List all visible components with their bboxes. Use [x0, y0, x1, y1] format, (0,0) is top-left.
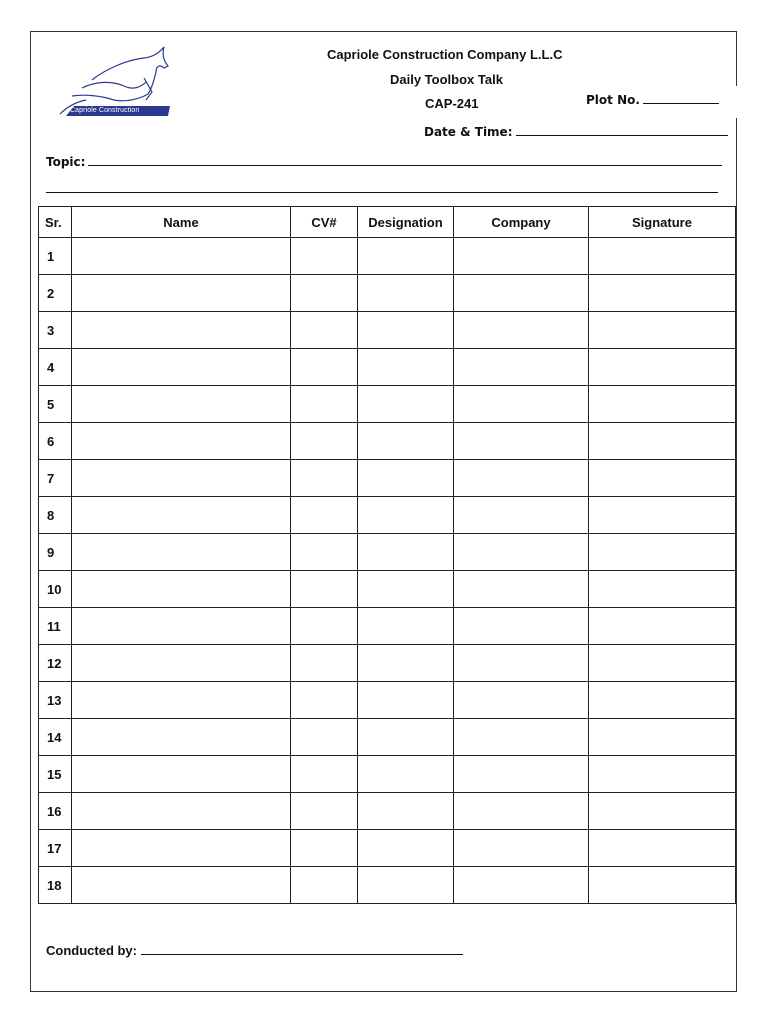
name-cell[interactable]	[72, 386, 291, 423]
cv-cell[interactable]	[291, 497, 358, 534]
table-row	[39, 497, 736, 534]
company-cell[interactable]	[454, 830, 589, 867]
row-number: 9	[39, 534, 72, 571]
row-number: 2	[39, 275, 72, 312]
table-row	[39, 867, 736, 904]
name-cell[interactable]	[72, 275, 291, 312]
signature-cell[interactable]	[589, 867, 736, 904]
cv-cell[interactable]	[291, 682, 358, 719]
name-cell[interactable]	[72, 349, 291, 386]
designation-cell[interactable]	[358, 386, 454, 423]
row-number: 13	[39, 682, 72, 719]
col-header-name: Name	[72, 207, 291, 238]
cv-cell[interactable]	[291, 312, 358, 349]
form-title: Daily Toolbox Talk	[390, 72, 503, 87]
name-cell[interactable]	[72, 793, 291, 830]
signature-cell[interactable]	[589, 645, 736, 682]
form-code: CAP-241	[425, 96, 479, 111]
col-header-company: Company	[454, 207, 589, 238]
cv-cell[interactable]	[291, 460, 358, 497]
table-row	[39, 423, 736, 460]
row-number: 11	[39, 608, 72, 645]
company-cell[interactable]	[454, 645, 589, 682]
signature-cell[interactable]	[589, 460, 736, 497]
table-row	[39, 830, 736, 867]
designation-cell[interactable]	[358, 460, 454, 497]
signature-cell[interactable]	[589, 349, 736, 386]
name-cell[interactable]	[72, 571, 291, 608]
company-cell[interactable]	[454, 312, 589, 349]
row-number: 8	[39, 497, 72, 534]
company-cell[interactable]	[454, 719, 589, 756]
row-number: 14	[39, 719, 72, 756]
col-header-sr: Sr.	[39, 207, 72, 238]
cv-cell[interactable]	[291, 645, 358, 682]
designation-cell[interactable]	[358, 571, 454, 608]
signature-cell[interactable]	[589, 275, 736, 312]
plot-no-label: Plot No.	[586, 93, 640, 107]
table-row	[39, 238, 736, 275]
row-number: 5	[39, 386, 72, 423]
date-time-label: Date & Time:	[424, 125, 513, 139]
row-number: 15	[39, 756, 72, 793]
cv-cell[interactable]	[291, 349, 358, 386]
designation-cell[interactable]	[358, 645, 454, 682]
signature-cell[interactable]	[589, 238, 736, 275]
signature-cell[interactable]	[589, 682, 736, 719]
signature-cell[interactable]	[589, 719, 736, 756]
cv-cell[interactable]	[291, 386, 358, 423]
conducted-by-label: Conducted by:	[46, 943, 137, 958]
name-cell[interactable]	[72, 534, 291, 571]
company-cell[interactable]	[454, 534, 589, 571]
name-cell[interactable]	[72, 497, 291, 534]
attendance-table	[38, 206, 736, 904]
company-cell[interactable]	[454, 608, 589, 645]
date-time-field[interactable]	[424, 125, 728, 139]
topic-line[interactable]	[88, 155, 722, 166]
name-cell[interactable]	[72, 682, 291, 719]
signature-cell[interactable]	[589, 756, 736, 793]
topic-line-2[interactable]	[46, 192, 718, 193]
designation-cell[interactable]	[358, 608, 454, 645]
signature-cell[interactable]	[589, 312, 736, 349]
name-cell[interactable]	[72, 238, 291, 275]
table-row	[39, 349, 736, 386]
name-cell[interactable]	[72, 460, 291, 497]
row-number: 12	[39, 645, 72, 682]
cv-cell[interactable]	[291, 423, 358, 460]
table-row	[39, 608, 736, 645]
table-row	[39, 534, 736, 571]
table-row	[39, 571, 736, 608]
signature-cell[interactable]	[589, 571, 736, 608]
signature-cell[interactable]	[589, 608, 736, 645]
name-cell[interactable]	[72, 645, 291, 682]
signature-cell[interactable]	[589, 534, 736, 571]
name-cell[interactable]	[72, 830, 291, 867]
designation-cell[interactable]	[358, 793, 454, 830]
table-header-row	[39, 207, 736, 238]
row-number: 1	[39, 238, 72, 275]
row-number: 10	[39, 571, 72, 608]
topic-field[interactable]	[46, 155, 722, 169]
company-cell[interactable]	[454, 571, 589, 608]
row-number: 4	[39, 349, 72, 386]
designation-cell[interactable]	[358, 312, 454, 349]
table-row	[39, 682, 736, 719]
designation-cell[interactable]	[358, 867, 454, 904]
signature-cell[interactable]	[589, 497, 736, 534]
table-row	[39, 275, 736, 312]
logo-text: Capriole Construction	[70, 107, 140, 114]
col-header-signature: Signature	[589, 207, 736, 238]
company-cell[interactable]	[454, 423, 589, 460]
name-cell[interactable]	[72, 423, 291, 460]
company-cell[interactable]	[454, 460, 589, 497]
signature-cell[interactable]	[589, 830, 736, 867]
company-cell[interactable]	[454, 349, 589, 386]
signature-cell[interactable]	[589, 423, 736, 460]
cv-cell[interactable]	[291, 275, 358, 312]
designation-cell[interactable]	[358, 719, 454, 756]
cv-cell[interactable]	[291, 719, 358, 756]
table-row	[39, 645, 736, 682]
name-cell[interactable]	[72, 608, 291, 645]
row-number: 17	[39, 830, 72, 867]
cv-cell[interactable]	[291, 830, 358, 867]
company-name: Capriole Construction Company L.L.C	[327, 47, 563, 62]
cv-cell[interactable]	[291, 608, 358, 645]
company-cell[interactable]	[454, 238, 589, 275]
col-header-designation: Designation	[358, 207, 454, 238]
name-cell[interactable]	[72, 756, 291, 793]
row-number: 18	[39, 867, 72, 904]
designation-cell[interactable]	[358, 830, 454, 867]
table-row	[39, 793, 736, 830]
table-row	[39, 460, 736, 497]
designation-cell[interactable]	[358, 756, 454, 793]
plot-no-line[interactable]	[643, 93, 719, 104]
cv-cell[interactable]	[291, 534, 358, 571]
edge-mask	[736, 86, 742, 118]
name-cell[interactable]	[72, 719, 291, 756]
topic-label: Topic:	[46, 155, 86, 169]
designation-cell[interactable]	[358, 349, 454, 386]
company-cell[interactable]	[454, 756, 589, 793]
row-number: 6	[39, 423, 72, 460]
col-header-cv: CV#	[291, 207, 358, 238]
company-cell[interactable]	[454, 793, 589, 830]
conducted-by-line[interactable]	[141, 942, 463, 955]
table-row	[39, 312, 736, 349]
cv-cell[interactable]	[291, 756, 358, 793]
company-cell[interactable]	[454, 275, 589, 312]
designation-cell[interactable]	[358, 682, 454, 719]
company-cell[interactable]	[454, 682, 589, 719]
designation-cell[interactable]	[358, 275, 454, 312]
cv-cell[interactable]	[291, 793, 358, 830]
designation-cell[interactable]	[358, 534, 454, 571]
row-number: 3	[39, 312, 72, 349]
company-cell[interactable]	[454, 386, 589, 423]
name-cell[interactable]	[72, 312, 291, 349]
row-number: 16	[39, 793, 72, 830]
name-cell[interactable]	[72, 867, 291, 904]
table-row	[39, 756, 736, 793]
designation-cell[interactable]	[358, 423, 454, 460]
table-row	[39, 386, 736, 423]
plot-no-field[interactable]	[586, 93, 719, 107]
signature-cell[interactable]	[589, 793, 736, 830]
row-number: 7	[39, 460, 72, 497]
designation-cell[interactable]	[358, 497, 454, 534]
company-cell[interactable]	[454, 497, 589, 534]
date-time-line[interactable]	[516, 125, 728, 136]
designation-cell[interactable]	[358, 238, 454, 275]
signature-cell[interactable]	[589, 386, 736, 423]
cv-cell[interactable]	[291, 238, 358, 275]
table-row	[39, 719, 736, 756]
conducted-by-field[interactable]	[46, 942, 463, 958]
cv-cell[interactable]	[291, 571, 358, 608]
company-cell[interactable]	[454, 867, 589, 904]
cv-cell[interactable]	[291, 867, 358, 904]
